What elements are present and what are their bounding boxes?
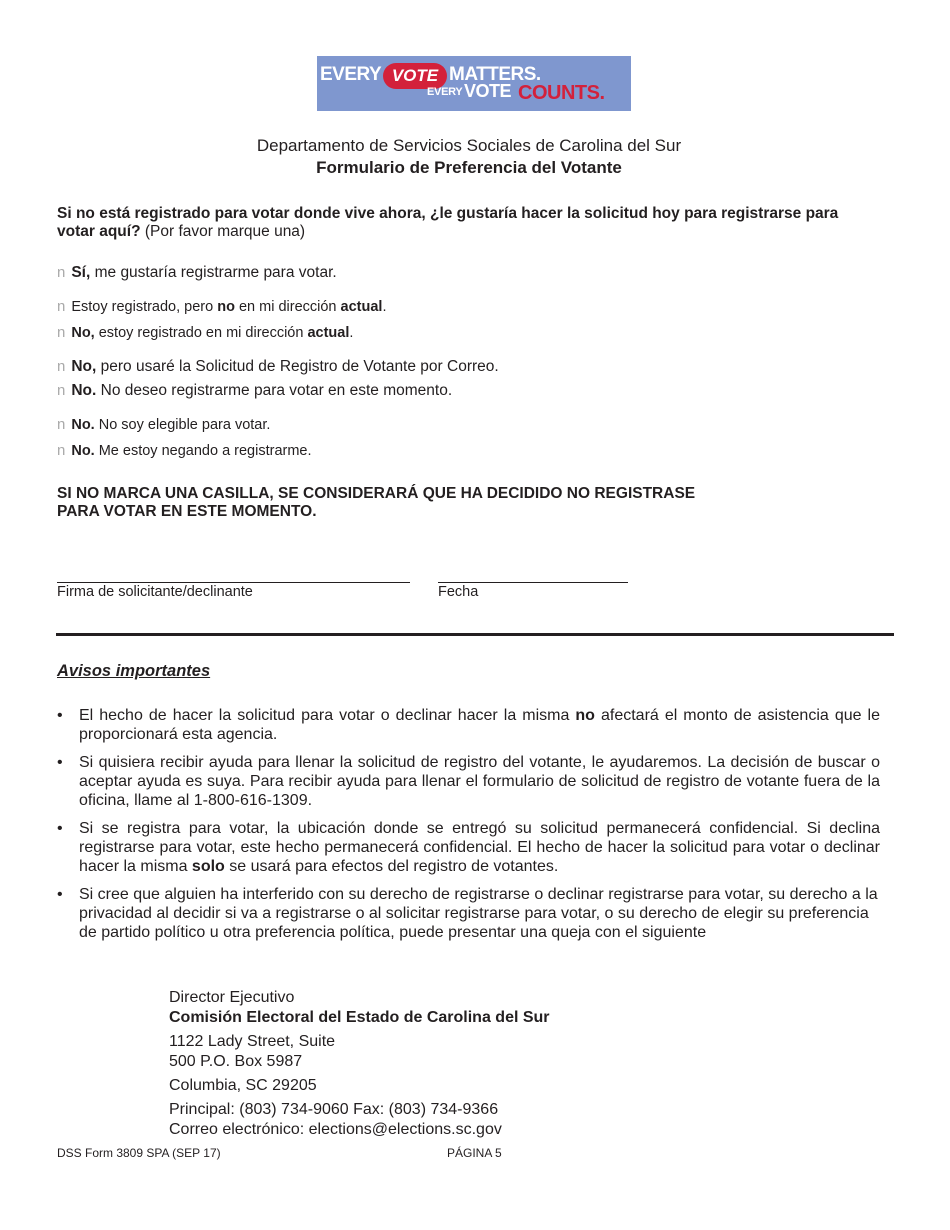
checkbox-icon[interactable]: n <box>57 442 66 459</box>
bullet: • <box>57 707 63 724</box>
logo-vote-pill: VOTE <box>383 63 447 89</box>
option-text: en mi dirección <box>234 299 341 315</box>
no-selection-warning <box>57 485 817 521</box>
notice-item <box>57 819 880 876</box>
checkbox-icon[interactable]: n <box>57 324 66 341</box>
notice-bold: solo <box>191 858 225 875</box>
address-email: Correo electrónico: elections@elections.sc.gov <box>169 1121 502 1138</box>
option-text: No deseo registrarme para votar en este momento. <box>96 382 453 399</box>
notice-text: Si se registra para votar, la ubicación donde se entregó su solicitud permanecerá confidencial. Si declina registrarse para votar, este hecho permanecerá confidencial. El hecho de hacer la solicitud para votar o declinar hacer la misma <box>79 820 880 875</box>
department-name: Departamento de Servicios Sociales de Carolina del Sur <box>256 136 682 155</box>
notice-text: El hecho de hacer la solicitud para votar o declinar hacer la misma <box>79 707 576 724</box>
option-text: Estoy registrado, pero <box>71 299 218 315</box>
option-text: Me estoy negando a registrarme. <box>94 443 312 459</box>
address-role: Director Ejecutivo <box>169 989 295 1006</box>
signature-label: Firma de solicitante/declinante <box>57 584 253 600</box>
address-pobox: 500 P.O. Box 5987 <box>169 1053 303 1070</box>
logo-word-every: EVERY <box>320 64 382 85</box>
option-registered-other-address[interactable] <box>57 298 386 315</box>
bullet: • <box>57 754 63 771</box>
option-text: No soy elegible para votar. <box>94 417 271 433</box>
checkbox-icon[interactable]: n <box>57 382 66 399</box>
option-not-eligible[interactable] <box>57 416 270 433</box>
option-bold-actual: actual <box>307 325 350 341</box>
notice-text: Si quisiera recibir ayuda para llenar la solicitud de registro del votante, le ayudaremos. La decisión de buscar o aceptar ayuda es suya. Para recibir ayuda para llenar el formulario de solicitud de registro de votante fuera de la oficina, llame al 1-800-616-1309. <box>79 754 880 809</box>
complaint-address <box>169 988 550 1140</box>
logo-word-matters: MATTERS. <box>449 64 541 85</box>
checkbox-icon[interactable]: n <box>57 416 66 433</box>
option-lead: No, <box>71 358 97 375</box>
option-text: me gustaría registrarme para votar. <box>90 264 337 281</box>
warning-line: SI NO MARCA UNA CASILLA, SE CONSIDERARÁ QUE HA DECIDIDO NO REGISTRASE <box>57 485 696 502</box>
signature-field[interactable] <box>57 582 410 583</box>
question-instruction: (Por favor marque una) <box>140 223 306 240</box>
notices-title: Avisos importantes <box>57 662 211 680</box>
bullet: • <box>57 886 63 903</box>
logo-word-vote: VOTE <box>464 81 512 101</box>
bullet: • <box>57 820 63 837</box>
option-text: estoy registrado en mi dirección <box>94 325 308 341</box>
option-mail-application[interactable] <box>57 358 499 376</box>
notice-item <box>57 753 880 810</box>
option-text: . <box>382 299 387 315</box>
every-vote-matters-logo <box>317 56 631 111</box>
notice-text: Si cree que alguien ha interferido con su derecho de registrarse o declinar registrarse para votar, su derecho a la privacidad al decidir si va a registrarse o al solicitar registrarse para votar, o su derecho de elegir su preferencia de partido político u otra preferencia política, puede presentar una queja con el siguiente <box>79 886 878 941</box>
notices-list <box>57 706 880 951</box>
footer-form-id: DSS Form 3809 SPA (SEP 17) <box>57 1146 221 1160</box>
option-registered-current-address[interactable] <box>57 324 353 341</box>
option-bold-actual: actual <box>340 299 383 315</box>
option-text: . <box>349 325 354 341</box>
checkbox-icon[interactable]: n <box>57 358 66 375</box>
question-bold-text: Si no está registrado para votar donde vive ahora, ¿le gustaría hacer la solicitud hoy para registrarse para votar aquí? <box>57 205 839 240</box>
address-phones: Principal: (803) 734-9060 Fax: (803) 734-9366 <box>169 1101 499 1118</box>
form-title: Formulario de Preferencia del Votante <box>316 158 622 177</box>
option-text: pero usaré la Solicitud de Registro de Votante por Correo. <box>96 358 499 375</box>
notice-text: afectará el monto de asistencia que le proporcionará esta agencia. <box>79 707 880 743</box>
option-lead: No, <box>71 325 95 341</box>
notice-item <box>57 706 880 744</box>
registration-question <box>57 205 857 241</box>
checkbox-icon[interactable]: n <box>57 298 66 315</box>
option-lead: No. <box>71 417 95 433</box>
address-street: 1122 Lady Street, Suite <box>169 1033 336 1050</box>
option-lead: Sí, <box>71 264 91 281</box>
notice-bold: no <box>575 707 595 724</box>
option-lead: No. <box>71 443 95 459</box>
footer-page-number: PÁGINA 5 <box>447 1146 502 1160</box>
option-yes-register[interactable] <box>57 264 337 282</box>
logo-word-counts: COUNTS. <box>518 82 605 104</box>
address-organization: Comisión Electoral del Estado de Carolina del Sur <box>169 1009 550 1026</box>
option-lead: No. <box>71 382 97 399</box>
address-city: Columbia, SC 29205 <box>169 1077 317 1094</box>
option-bold-no: no <box>217 299 235 315</box>
checkbox-icon[interactable]: n <box>57 264 66 281</box>
section-divider <box>56 633 894 636</box>
option-refuse-register[interactable] <box>57 442 312 459</box>
notice-item <box>57 885 880 942</box>
date-field[interactable] <box>438 582 628 583</box>
option-no-register-now[interactable] <box>57 382 452 400</box>
date-label: Fecha <box>438 584 479 600</box>
notice-text: se usará para efectos del registro de votantes. <box>224 858 559 875</box>
logo-word-every-small: EVERY <box>427 86 463 98</box>
warning-line: PARA VOTAR EN ESTE MOMENTO. <box>57 503 317 520</box>
